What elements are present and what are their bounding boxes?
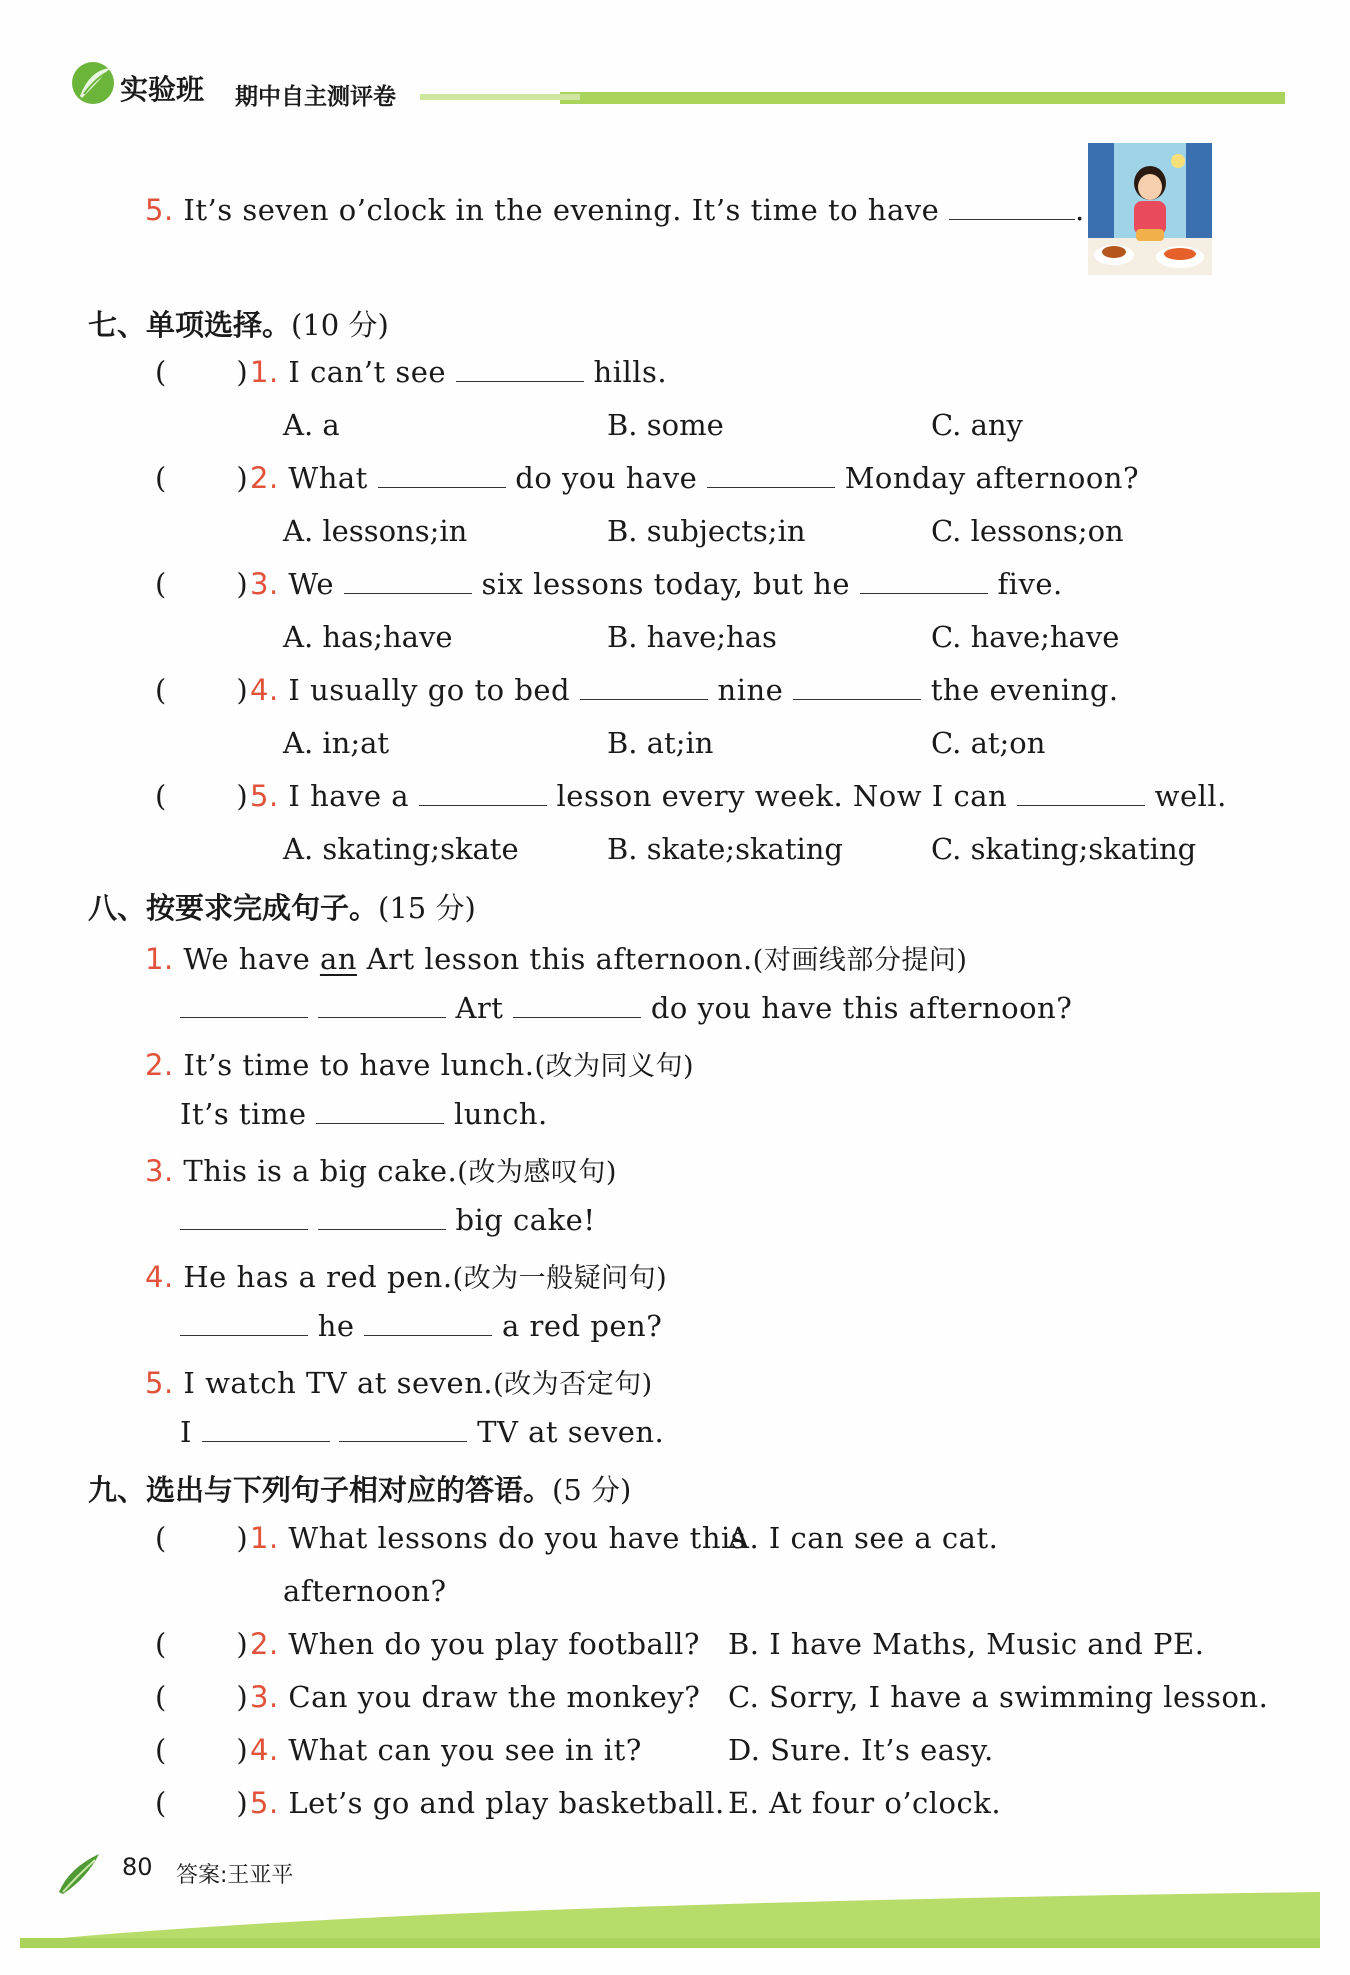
answer-paren[interactable]: ( ) [155,1627,248,1661]
s7-q2-option-c: C. lessons;on [931,514,1124,548]
s7-question-1: 1. I can’t see hills. [250,355,668,389]
answer-blank[interactable] [419,779,547,806]
s8-question-1: 1. We have an Art lesson this afternoon.(对画线部分提问) [145,942,968,976]
answer-blank[interactable] [949,193,1075,220]
answer-blank[interactable] [180,991,308,1018]
footer-band [0,1880,1350,1975]
page-number: 80 [122,1853,153,1881]
s7-q4-option-c: C. at;on [931,726,1046,760]
answer-blank[interactable] [344,567,472,594]
s7-question-3: 3. We six lessons today, but he five. [250,567,1063,601]
answer-blank[interactable] [793,673,921,700]
s7-q3-option-b: B. have;has [607,620,777,654]
answer-blank[interactable] [339,1415,467,1442]
s8-answer-2: It’s time lunch. [180,1097,548,1131]
leaf-logo-icon [70,60,116,106]
s7-q4-option-b: B. at;in [607,726,714,760]
answer-blank[interactable] [456,355,584,382]
s9-question-1: 1. What lessons do you have this [250,1521,747,1555]
answer-paren[interactable]: ( ) [155,1733,248,1767]
s9-question-5: 5. Let’s go and play basketball. [250,1786,725,1820]
answer-blank[interactable] [318,991,446,1018]
s8-answer-5: I TV at seven. [180,1415,665,1449]
answer-paren[interactable]: ( ) [155,567,248,601]
s8-question-3: 3. This is a big cake.(改为感叹句) [145,1154,617,1188]
answer-paren[interactable]: ( ) [155,779,248,813]
answer-paren[interactable]: ( ) [155,355,248,389]
answer-credit: 答案:王亚平 [176,1863,294,1888]
brand-title: 实验班 [120,73,205,106]
answer-blank[interactable] [180,1309,308,1336]
answer-blank[interactable] [580,673,708,700]
s7-q1-option-b: B. some [607,408,724,442]
answer-blank[interactable] [378,461,506,488]
section-9-title: 九、选出与下列句子相对应的答语。(5 分) [88,1473,632,1507]
answer-paren[interactable]: ( ) [155,673,248,707]
s8-question-2: 2. It’s time to have lunch.(改为同义句) [145,1048,695,1082]
s8-answer-3: big cake! [180,1203,595,1237]
answer-blank[interactable] [364,1309,492,1336]
answer-blank[interactable] [202,1415,330,1442]
s7-question-5: 5. I have a lesson every week. Now I can well. [250,779,1227,813]
s9-answer-b: B. I have Maths, Music and PE. [728,1627,1205,1661]
answer-paren[interactable]: ( ) [155,1786,248,1820]
s9-answer-c: C. Sorry, I have a swimming lesson. [728,1680,1269,1714]
answer-paren[interactable]: ( ) [155,1521,248,1555]
question-5-top: 5. It’s seven o’clock in the evening. It’s time to have . [145,193,1085,227]
answer-paren[interactable]: ( ) [155,461,248,495]
s7-q5-option-a: A. skating;skate [283,832,519,866]
s7-q1-option-c: C. any [931,408,1023,442]
answer-blank[interactable] [513,991,641,1018]
s7-q1-option-a: A. a [283,408,340,442]
s7-question-2: 2. What do you have Monday afternoon? [250,461,1140,495]
answer-blank[interactable] [180,1203,308,1230]
s7-q5-option-c: C. skating;skating [931,832,1197,866]
section-8-title: 八、按要求完成句子。(15 分) [88,891,476,925]
s9-answer-e: E. At four o’clock. [728,1786,1002,1820]
answer-paren[interactable]: ( ) [155,1680,248,1714]
s8-answer-4: he a red pen? [180,1309,662,1343]
answer-blank[interactable] [860,567,988,594]
s7-q5-option-b: B. skate;skating [607,832,843,866]
girl-eating-dinner-illustration [1088,143,1212,275]
s9-question-3: 3. Can you draw the monkey? [250,1680,701,1714]
s7-question-4: 4. I usually go to bed nine the evening. [250,673,1119,707]
s7-q2-option-a: A. lessons;in [283,514,468,548]
header-subtitle: 期中自主测评卷 [235,84,396,110]
answer-blank[interactable] [707,461,835,488]
section-7-title: 七、单项选择。(10 分) [88,308,389,342]
s7-q4-option-a: A. in;at [283,726,390,760]
s9-question-2: 2. When do you play football? [250,1627,700,1661]
answer-blank[interactable] [316,1097,444,1124]
s9-answer-d: D. Sure. It’s easy. [728,1733,994,1767]
answer-blank[interactable] [318,1203,446,1230]
s7-q2-option-b: B. subjects;in [607,514,806,548]
s9-answer-a: A. I can see a cat. [728,1521,999,1555]
s8-question-5: 5. I watch TV at seven.(改为否定句) [145,1366,653,1400]
s8-question-4: 4. He has a red pen.(改为一般疑问句) [145,1260,668,1294]
s7-q3-option-a: A. has;have [283,620,453,654]
s7-q3-option-c: C. have;have [931,620,1120,654]
s9-question-1-cont: afternoon? [283,1574,447,1608]
s9-question-4: 4. What can you see in it? [250,1733,642,1767]
answer-blank[interactable] [1017,779,1145,806]
s8-answer-1: Art do you have this afternoon? [180,991,1072,1025]
